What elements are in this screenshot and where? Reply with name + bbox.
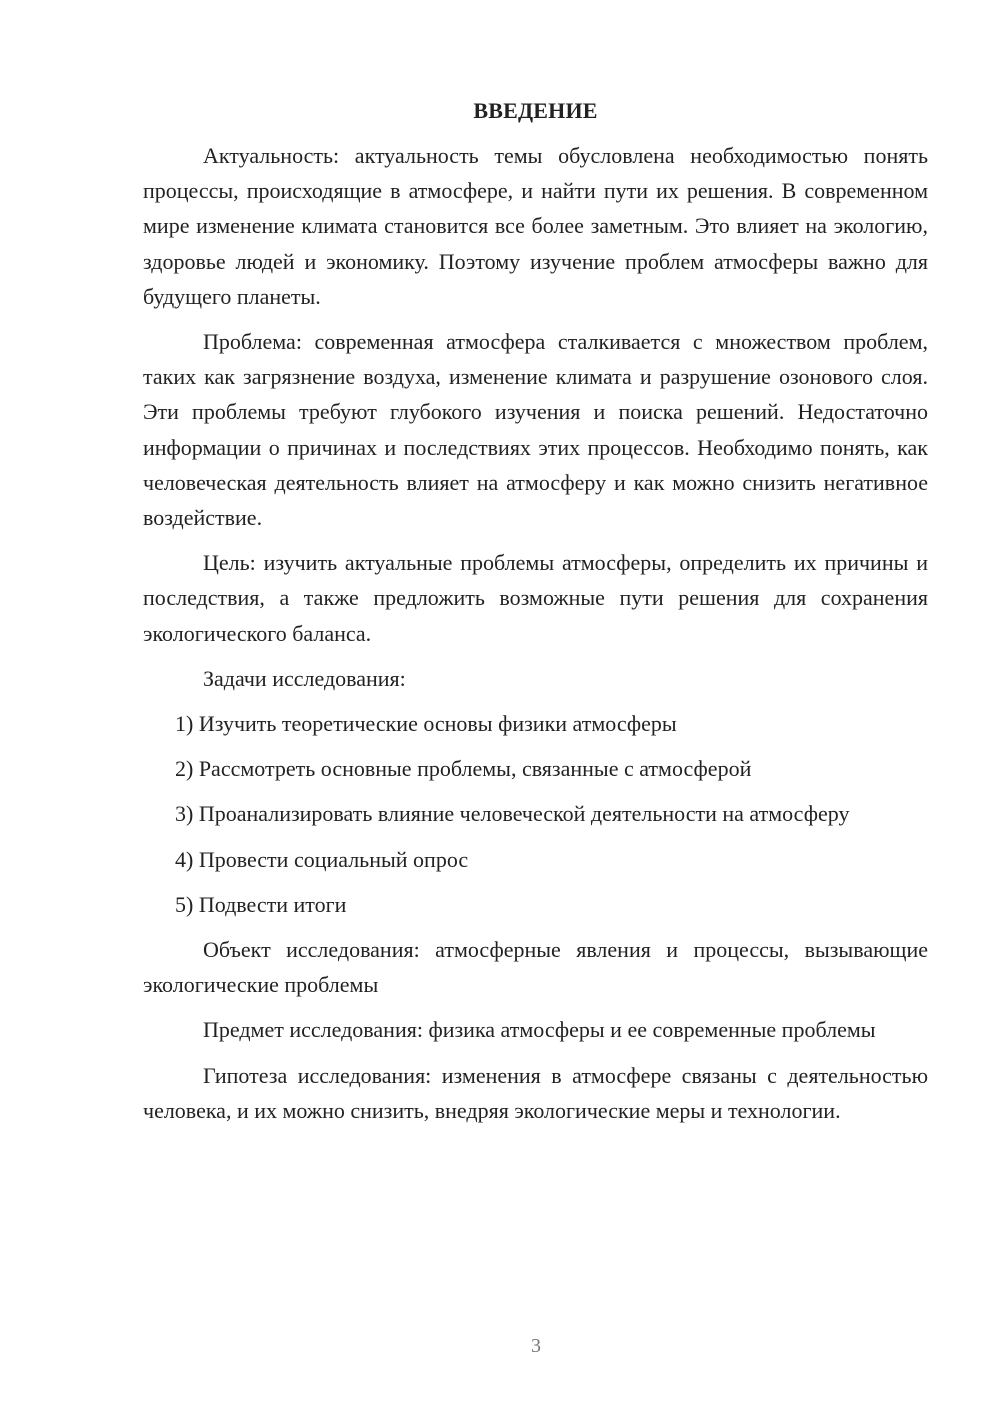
subject-paragraph: Предмет исследования: физика атмосферы и ее современные проблемы	[203, 1017, 876, 1043]
task-item-1: 1) Изучить теоретические основы физики атмосферы	[175, 711, 677, 737]
tasks-heading: Задачи исследования:	[203, 665, 406, 691]
task-item-4: 4) Провести социальный опрос	[175, 846, 469, 872]
hypothesis-paragraph: Гипотеза исследования: изменения в атмосфере связаны с деятельностью человека, и их можно снизить, внедряя экологические меры и технологии.	[143, 1062, 928, 1123]
section-title: ВВЕДЕНИЕ	[473, 98, 598, 123]
task-item-3: 3) Проанализировать влияние человеческой деятельности на атмосферу	[175, 801, 850, 827]
task-item-5: 5) Подвести итоги	[175, 891, 347, 917]
page-number: 3	[531, 1335, 541, 1357]
object-paragraph: Объект исследования: атмосферные явления и процессы, вызывающие экологические проблемы	[143, 937, 928, 998]
goal-paragraph: Цель: изучить актуальные проблемы атмосферы, определить их причины и последствия, а также предложить возможные пути решения для сохранения экологического баланса.	[143, 550, 928, 646]
task-item-2: 2) Рассмотреть основные проблемы, связанные с атмосферой	[175, 756, 752, 782]
page-content	[143, 96, 928, 1138]
relevance-paragraph: Актуальность: актуальность темы обусловлена необходимостью понять процессы, происходящие в атмосфере, и найти пути их решения. В современном мире изменение климата становится все более заметным. Это влияет на экологию, здоровье людей и экономику. Поэтому изучение проблем атмосферы важно для будущего планеты.	[143, 143, 928, 309]
problem-paragraph: Проблема: современная атмосфера сталкивается с множеством проблем, таких как загрязнение воздуха, изменение климата и разрушение озонового слоя. Эти проблемы требуют глубокого изучения и поиска решений. Недостаточно информации о причинах и последствиях этих процессов. Необходимо понять, как человеческая деятельность влияет на атмосферу и как можно снизить негативное воздействие.	[143, 329, 928, 531]
